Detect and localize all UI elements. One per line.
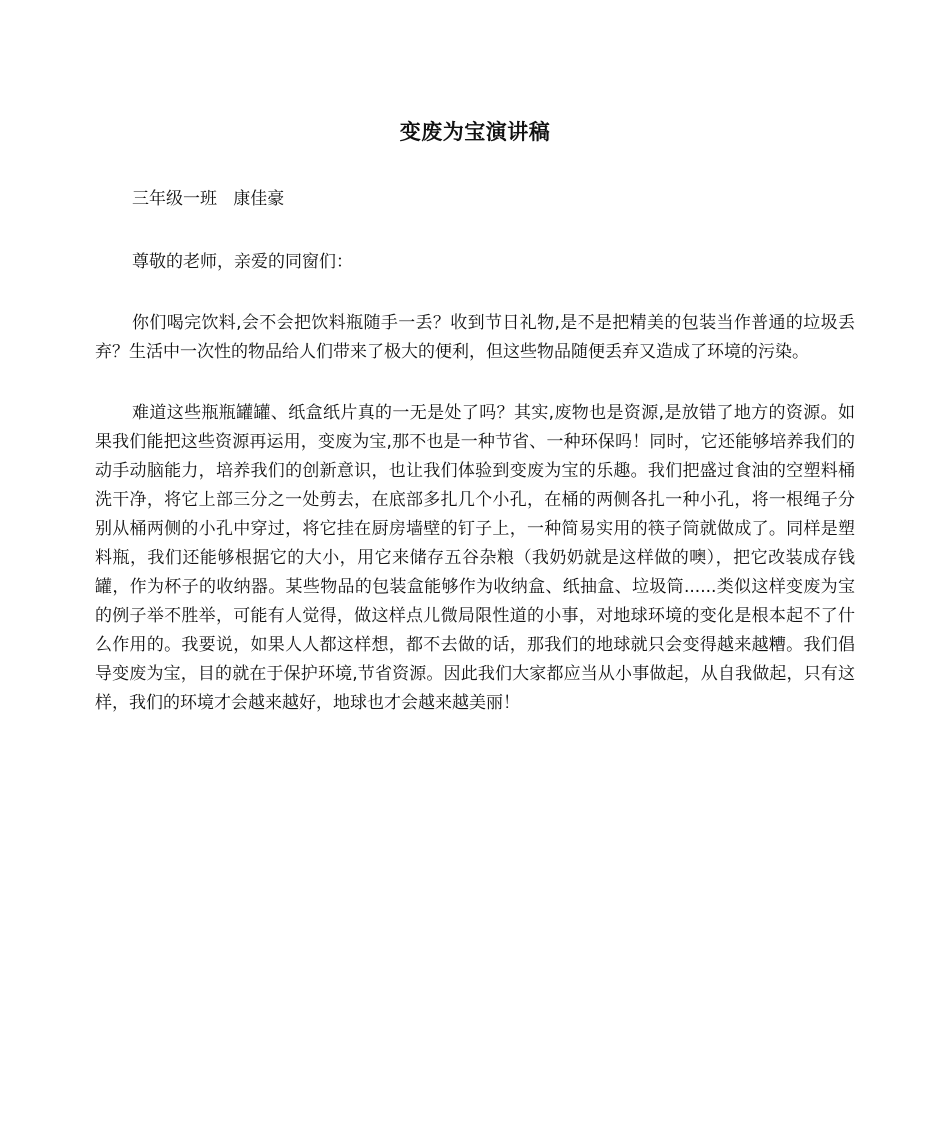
body-paragraph: 难道这些瓶瓶罐罐、纸盒纸片真的一无是处了吗？其实,废物也是资源,是放错了地方的资源。如果我们能把这些资源再运用，变废为宝,那不也是一种节省、一种环保吗！同时，它还能够培养我们的动手动脑能力，培养我们的创新意识，也让我们体验到变废为宝的乐趣。我们把盛过食油的空塑料桶洗干净，将它上部三分之一处剪去，在底部多扎几个小孔，在桶的两侧各扎一种小孔，将一根绳子分别从桶两侧的小孔中穿过，将它挂在厨房墙壁的钉子上，一种简易实用的筷子筒就做成了。同样是塑料瓶，我们还能够根据它的大小，用它来储存五谷杂粮（我奶奶就是这样做的噢），把它改装成存钱罐，作为杯子的收纳器。某些物品的包装盒能够作为收纳盒、纸抽盒、垃圾筒......类似这样变废为宝的例子举不胜举，可能有人觉得，做这样点儿微局限性道的小事，对地球环境的变化是根本起不了什么作用的。我要说，如果人人都这样想，都不去做的话，那我们的地球就只会变得越来越糟。我们倡导变废为宝，目的就在于保护环境,节省资源。因此我们大家都应当从小事做起，从自我做起，只有这样，我们的环境才会越来越好，地球也才会越来越美丽！ — [95, 403, 855, 713]
body-paragraph: 你们喝完饮料,会不会把饮料瓶随手一丢？收到节日礼物,是不是把精美的包装当作普通的垃圾丢弃？生活中一次性的物品给人们带来了极大的便利，但这些物品随便丢弃又造成了环境的污染。 — [95, 313, 855, 362]
author-line: 三年级一班 康佳豪 — [132, 189, 285, 209]
document-title: 变废为宝演讲稿 — [399, 120, 551, 144]
greeting-line: 尊敬的老师，亲爱的同窗们： — [132, 252, 353, 272]
